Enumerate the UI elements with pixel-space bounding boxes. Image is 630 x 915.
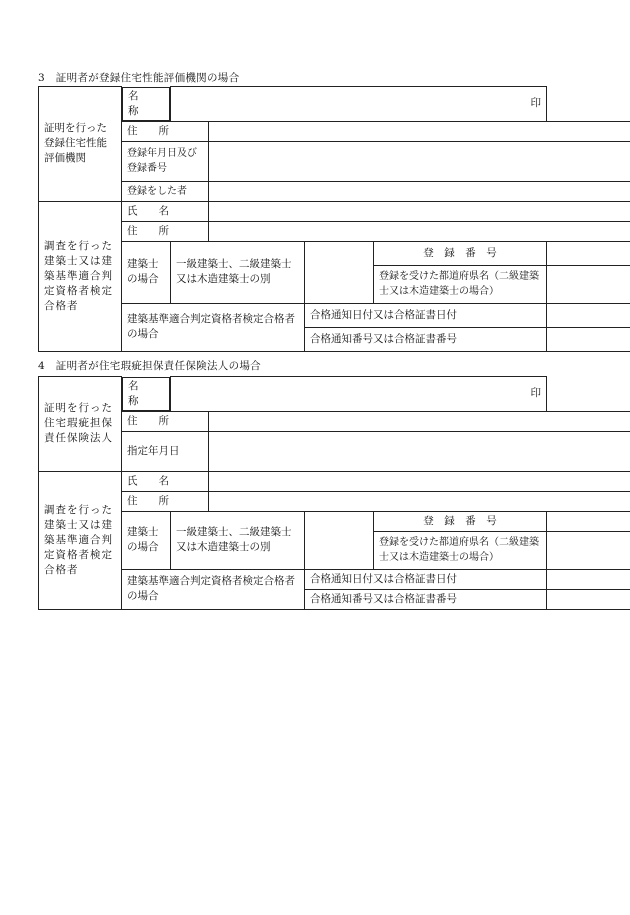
architect-class-field[interactable] [305,511,374,569]
pass-number-field[interactable] [547,327,630,351]
inspector-label: 調査を行った建築士又は建築基準適合判定資格者検定合格者 [39,471,122,609]
corp-name-field[interactable] [171,377,547,412]
corp-address-label: 住 所 [122,411,209,431]
registration-number-label: 登 録 番 号 [374,511,547,531]
registrant-field[interactable] [209,181,630,201]
pass-date-label: 合格通知日付又は合格証書日付 [305,303,547,327]
pass-number-label: 合格通知番号又は合格証書番号 [305,327,547,351]
prefecture-label: 登録を受けた都道府県名（二級建築士又は木造建築士の場合） [374,531,547,569]
registration-number-field[interactable] [547,241,630,265]
registration-date-number-field[interactable] [209,141,630,181]
architect-class-label: 一級建築士、二級建築士又は木造建築士の別 [171,241,305,303]
section-4-table [38,376,630,610]
registrant-label: 登録をした者 [122,181,209,201]
pass-number-label: 合格通知番号又は合格証書番号 [305,589,547,609]
prefecture-field[interactable] [547,265,630,303]
section-3-table [38,86,630,352]
inspector-name-label: 氏 名 [122,201,209,221]
corp-address-field[interactable] [209,411,630,431]
exam-passer-case-label: 建築基準適合判定資格者検定合格者の場合 [122,303,305,351]
inspector-address-field[interactable] [209,221,630,241]
org-name-label: 名 称 [122,87,170,121]
pass-date-field[interactable] [547,303,630,327]
registration-number-field[interactable] [547,511,630,531]
architect-case-label: 建築士の場合 [122,241,171,303]
inspector-name-field[interactable] [209,471,630,491]
seal-mark: 印 [530,97,541,110]
registration-number-label: 登 録 番 号 [374,241,547,265]
designation-date-label: 指定年月日 [122,431,209,471]
exam-passer-case-label: 建築基準適合判定資格者検定合格者の場合 [122,569,305,609]
prefecture-label: 登録を受けた都道府県名（二級建築士又は木造建築士の場合） [374,265,547,303]
org-name-field[interactable] [171,87,547,122]
org-address-field[interactable] [209,121,630,141]
registration-date-number-label: 登録年月日及び登録番号 [122,141,209,181]
section-4-heading: 4 証明者が住宅瑕疵担保責任保険法人の場合 [38,360,261,372]
prefecture-field[interactable] [547,531,630,569]
pass-date-field[interactable] [547,569,630,589]
pass-number-field[interactable] [547,589,630,609]
architect-class-label: 一級建築士、二級建築士又は木造建築士の別 [171,511,305,569]
corp-name-label: 名 称 [122,377,170,411]
section-3-heading: 3 証明者が登録住宅性能評価機関の場合 [38,72,240,84]
insurance-corp-label: 証明を行った住宅瑕疵担保責任保険法人 [39,377,122,472]
inspector-address-label: 住 所 [122,221,209,241]
architect-class-field[interactable] [305,241,374,303]
org-address-label: 住 所 [122,121,209,141]
inspector-name-label: 氏 名 [122,471,209,491]
designation-date-field[interactable] [209,431,630,471]
inspector-address-field[interactable] [209,491,630,511]
seal-mark: 印 [530,387,541,400]
pass-date-label: 合格通知日付又は合格証書日付 [305,569,547,589]
inspector-address-label: 住 所 [122,491,209,511]
inspector-name-field[interactable] [209,201,630,221]
evaluation-org-label: 証明を行った登録住宅性能評価機関 [39,87,122,202]
architect-case-label: 建築士の場合 [122,511,171,569]
inspector-label: 調査を行った建築士又は建築基準適合判定資格者検定合格者 [39,201,122,351]
